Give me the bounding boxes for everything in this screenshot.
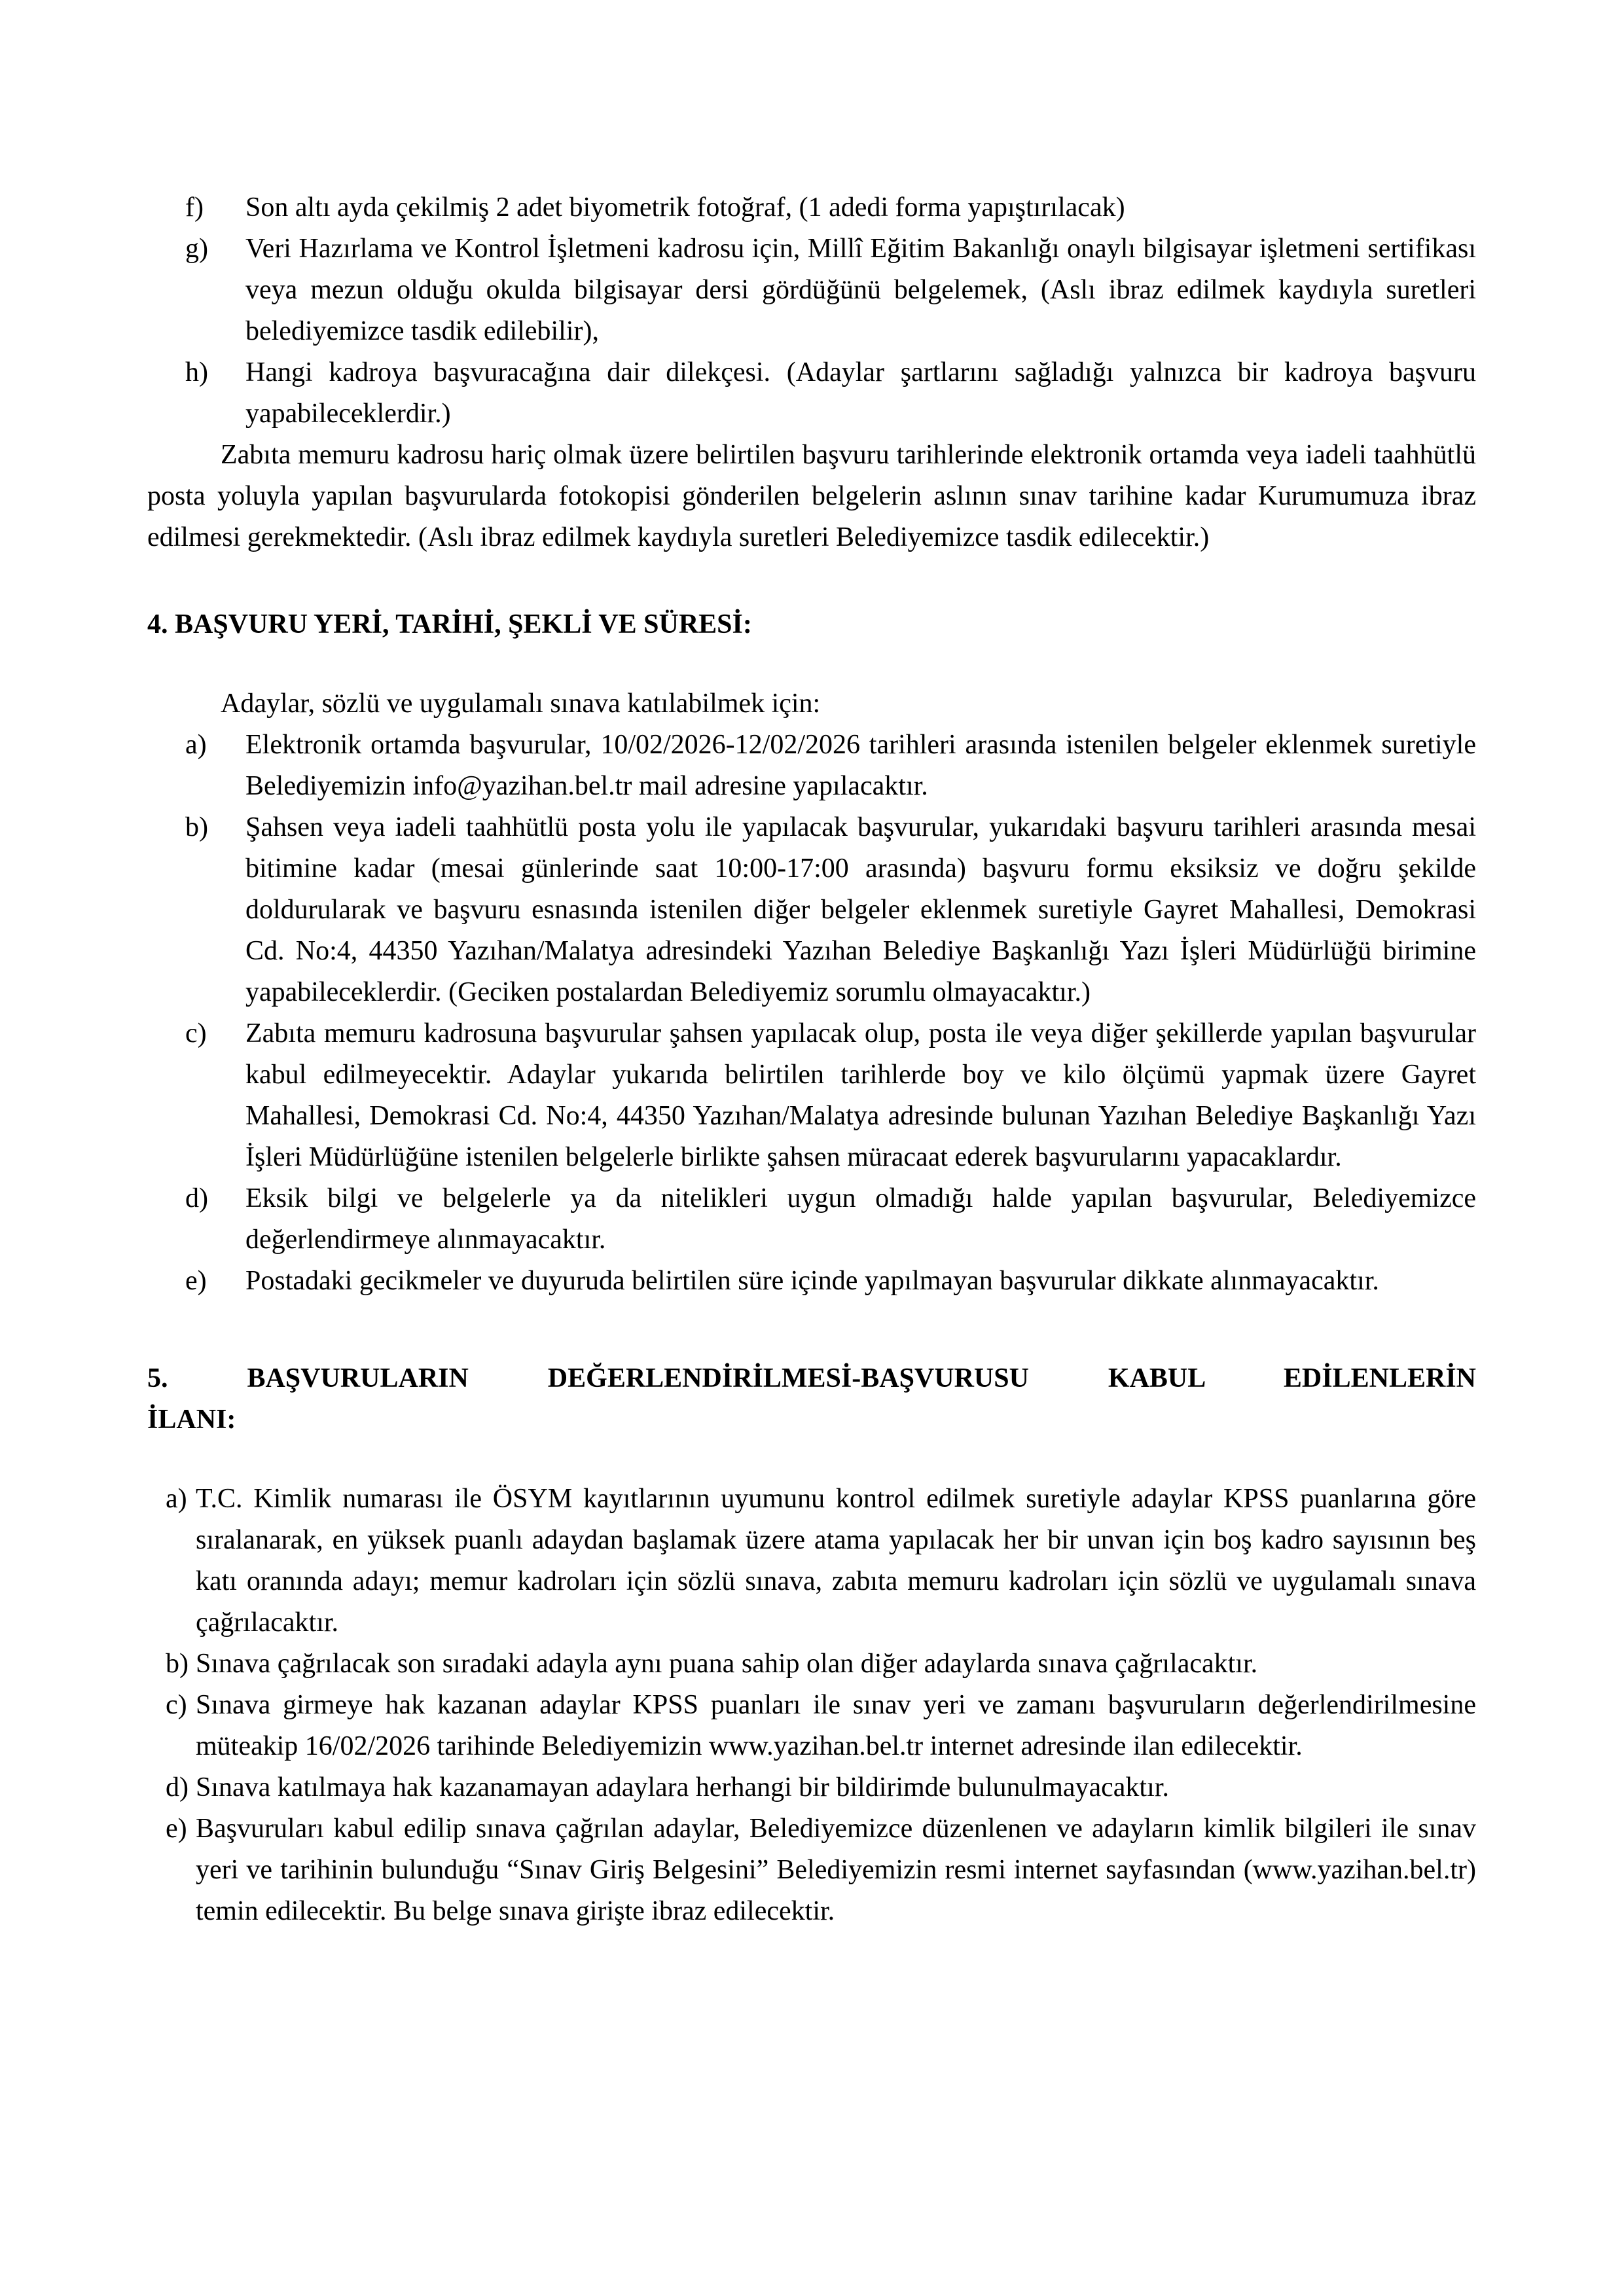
spacer [147,1441,1476,1479]
list-marker: d) [185,1183,208,1213]
list-item [147,228,1476,352]
list-marker: b) [185,812,208,842]
section5-heading-line2: İLANI: [147,1405,236,1435]
list-marker: e) [185,1266,207,1296]
section4-list [147,725,1476,1302]
list-item [147,1685,1476,1767]
list-item [147,807,1476,1013]
list-marker: a) [166,1484,187,1514]
spacer [147,558,1476,604]
list-item [147,1013,1476,1178]
list-item [147,1261,1476,1302]
list-marker: f) [185,192,204,223]
section4-intro: Adaylar, sözlü ve uygulamalı sınava katılabilmek için: [221,689,821,719]
list-marker: c) [185,1018,207,1049]
list-item-text: Veri Hazırlama ve Kontrol İşletmeni kadrosu için, Millî Eğitim Bakanlığı onaylı bilgisayar işletmeni sertifikası veya mezun olduğu okulda bilgisayar dersi gördüğünü belgelemek, (Aslı ibraz edilmek kaydıyla suretleri belediyemizce tasdik edilebilir), [245,234,1476,346]
list-marker: a) [185,730,207,760]
list-item-text: Elektronik ortamda başvurular, 10/02/2026-12/02/2026 tarihleri arasında istenilen belgeler eklenmek suretiyle Belediyemizin info@yazihan.bel.tr mail adresine yapılacaktır. [245,730,1476,801]
section3-tail-list [147,187,1476,435]
list-item-text: Şahsen veya iadeli taahhütlü posta yolu ile yapılacak başvurular, yukarıdaki başvuru tarihleri arasında mesai bitimine kadar (mesai günlerinde saat 10:00-17:00 arasında) başvuru formu eksiksiz ve doğru şekilde doldurularak ve başvuru esnasında istenilen diğer belgeler eklenmek suretiyle Gayret Mahallesi, Demokrasi Cd. No:4, 44350 Yazıhan/Malatya adresindeki Yazıhan Belediye Başkanlığı Yazı İşleri Müdürlüğü birimine yapabileceklerdir. (Geciken postalardan Belediyemiz sorumlu olmayacaktır.) [245,812,1476,1007]
spacer [147,645,1476,683]
list-item [147,1643,1476,1685]
list-item [147,1479,1476,1643]
list-item-text: Eksik bilgi ve belgelerle ya da nitelikleri uygun olmadığı halde yapılan başvurular, Belediyemizce değerlendirmeye alınmayacaktır. [245,1183,1476,1255]
list-marker: g) [185,234,208,264]
list-item [147,1767,1476,1808]
list-item-text: Başvuruları kabul edilip sınava çağrılan adaylar, Belediyemizce düzenlenen ve adayların kimlik bilgileri ile sınav yeri ve tarihinin bulunduğu “Sınav Giriş Belgesini” Belediyemizin resmi internet sayfasından (www.yazihan.bel.tr) temin edilecektir. Bu belge sınava girişte ibraz edilecektir. [196,1814,1476,1926]
list-item [147,725,1476,807]
section4-heading: 4. BAŞVURU YERİ, TARİHİ, ŞEKLİ VE SÜRESİ: [147,609,752,639]
list-item-text: Hangi kadroya başvuracağına dair dilekçesi. (Adaylar şartlarını sağladığı yalnızca bir kadroya başvuru yapabileceklerdir.) [245,357,1476,429]
list-marker: d) [166,1772,189,1803]
spacer [147,1302,1476,1358]
section5-heading-line1: 5. BAŞVURULARIN DEĞERLENDİRİLMESİ-BAŞVURUSU KABUL EDİLENLERİN [147,1363,1476,1393]
list-item-text: Zabıta memuru kadrosuna başvurular şahsen yapılacak olup, posta ile veya diğer şekillerde yapılan başvurular kabul edilmeyecektir. Adaylar yukarıda belirtilen tarihlerde boy ve kilo ölçümü yapmak üzere Gayret Mahallesi, Demokrasi Cd. No:4, 44350 Yazıhan/Malatya adresinde bulunan Yazıhan Belediye Başkanlığı Yazı İşleri Müdürlüğüne istenilen belgelerle birlikte şahsen müracaat ederek başvurularını yapacaklardır. [245,1018,1476,1172]
list-marker: c) [166,1690,187,1720]
list-marker: h) [185,357,208,387]
list-marker: e) [166,1814,187,1844]
list-item-text: Son altı ayda çekilmiş 2 adet biyometrik fotoğraf, (1 adedi forma yapıştırılacak) [245,192,1125,223]
list-marker: b) [166,1649,189,1679]
list-item-text: Sınava girmeye hak kazanan adaylar KPSS puanları ile sınav yeri ve zamanı başvuruların değerlendirilmesine müteakip 16/02/2026 tarihinde Belediyemizin www.yazihan.bel.tr internet adresinde ilan edilecektir. [196,1690,1476,1761]
section5-list [147,1479,1476,1932]
list-item-text: Postadaki gecikmeler ve duyuruda belirtilen süre içinde yapılmayan başvurular dikkate alınmayacaktır. [245,1266,1379,1296]
list-item [147,187,1476,228]
list-item-text: T.C. Kimlik numarası ile ÖSYM kayıtlarının uyumunu kontrol edilmek suretiyle adaylar KPSS puanlarına göre sıralanarak, en yüksek puanlı adaydan başlamak üzere atama yapılacak her bir unvan için boş kadro sayısının beş katı oranında adayı; memur kadroları için sözlü sınava, zabıta memuru kadroları için sözlü ve uygulamalı sınava çağrılacaktır. [196,1484,1476,1638]
list-item-text: Sınava çağrılacak son sıradaki adayla aynı puana sahip olan diğer adaylarda sınava çağrılacaktır. [196,1649,1258,1679]
list-item-text: Sınava katılmaya hak kazanamayan adaylara herhangi bir bildirimde bulunulmayacaktır. [196,1772,1169,1803]
list-item [147,1808,1476,1932]
list-item [147,1178,1476,1261]
section3-closing-paragraph: Zabıta memuru kadrosu hariç olmak üzere belirtilen başvuru tarihlerinde elektronik ortamda veya iadeli taahhütlü posta yoluyla yapılan başvurularda fotokopisi gönderilen belgelerin aslının sınav tarihine kadar Kurumumuza ibraz edilmesi gerekmektedir. (Aslı ibraz edilmek kaydıyla suretleri Belediyemizce tasdik edilecektir.) [147,440,1476,552]
list-item [147,352,1476,435]
